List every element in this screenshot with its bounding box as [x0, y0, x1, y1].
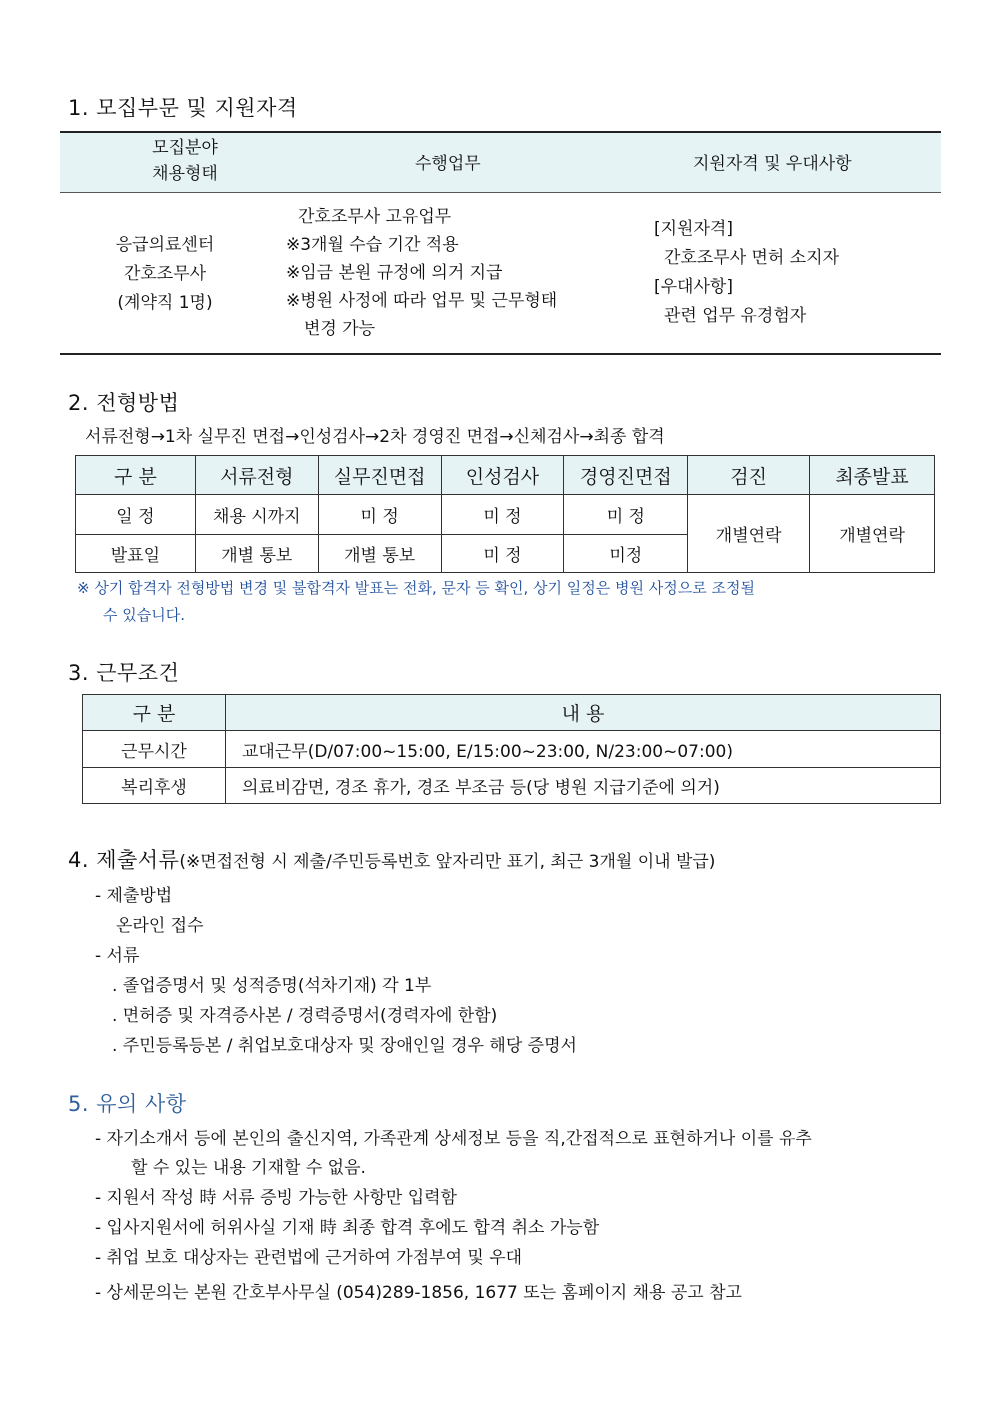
- recruitment-table: [60, 131, 941, 356]
- conditions-row-benefits: [83, 768, 941, 804]
- th-checkup: 검진: [688, 456, 810, 495]
- table-cell: 미 정: [318, 495, 441, 535]
- duty-line: 간호조무사 고유업무: [298, 207, 452, 227]
- th-document: 서류전형: [195, 456, 318, 495]
- header-field-line2: 채용형태: [152, 164, 218, 184]
- submit-method-label: - 제출방법: [95, 886, 173, 906]
- conditions-row-hours: [83, 731, 941, 768]
- submit-method-value: 온라인 접수: [116, 916, 204, 936]
- row-value: 교대근무(D/07:00~15:00, E/15:00~23:00, N/23:00~07:00): [226, 731, 941, 768]
- table-bottom-rule: [60, 353, 941, 355]
- section3-heading: 3. 근무조건: [68, 661, 180, 685]
- table-cell: 미 정: [441, 535, 564, 573]
- cell-qualifications: [654, 215, 839, 331]
- duty-line: ※3개월 수습 기간 적용: [286, 235, 459, 255]
- duty-line: ※병원 사정에 따라 업무 및 근무형태: [286, 291, 558, 311]
- notice-item: - 상세문의는 본원 간호부사무실 (054)289-1856, 1677 또는 홈페이지 채용 공고 참고: [95, 1283, 742, 1303]
- row-value: 의료비감면, 경조 휴가, 경조 부조금 등(당 병원 지급기준에 의거): [226, 768, 941, 804]
- selection-flow: 서류전형→1차 실무진 면접→인성검사→2차 경영진 면접→신체검사→최종 합격: [85, 427, 665, 447]
- notice-item: - 취업 보호 대상자는 관련법에 근거하여 가점부여 및 우대: [95, 1248, 523, 1268]
- th-personality: 인성검사: [441, 456, 564, 495]
- merged-checkup: 개별연락: [688, 495, 810, 573]
- selection-row-schedule: [76, 495, 935, 535]
- docs-label: - 서류: [95, 946, 140, 966]
- qual-line: [우대사항]: [654, 277, 733, 297]
- doc-item: . 면허증 및 자격증사본 / 경력증명서(경력자에 한함): [112, 1006, 498, 1026]
- table-cell: 채용 시까지: [195, 495, 318, 535]
- row-label: 발표일: [76, 535, 196, 573]
- duty-line: ※임금 본원 규정에 의거 지급: [286, 263, 503, 283]
- row-label: 일 정: [76, 495, 196, 535]
- cell-duties: [286, 203, 557, 343]
- table-cell: 미정: [564, 535, 688, 573]
- cell-field: [100, 231, 230, 318]
- cell-field-line: 응급의료센터: [115, 235, 215, 255]
- table-cell: 개별 통보: [318, 535, 441, 573]
- header-qualifications: 지원자격 및 우대사항: [693, 154, 852, 174]
- doc-item: . 주민등록등본 / 취업보호대상자 및 장애인일 경우 해당 증명서: [112, 1036, 577, 1056]
- section4-heading: 4. 제출서류: [68, 848, 180, 872]
- th-staff-interview: 실무진면접: [318, 456, 441, 495]
- table-cell: 미 정: [564, 495, 688, 535]
- table-cell: 개별 통보: [195, 535, 318, 573]
- th-exec-interview: 경영진면접: [564, 456, 688, 495]
- selection-header-row: [76, 456, 935, 495]
- header-field: [100, 135, 270, 187]
- qual-line: 간호조무사 면허 소지자: [664, 248, 840, 268]
- qual-line: [지원자격]: [654, 219, 733, 239]
- conditions-table: [82, 694, 941, 804]
- cell-field-line: 간호조무사: [123, 264, 207, 284]
- table-cell: 미 정: [441, 495, 564, 535]
- selection-table: [75, 455, 935, 573]
- th-content: 내 용: [226, 695, 941, 731]
- selection-note-line2: 수 있습니다.: [103, 606, 185, 624]
- notice-item: - 지원서 작성 時 서류 증빙 가능한 사항만 입력함: [95, 1188, 457, 1208]
- merged-final: 개별연락: [810, 495, 935, 573]
- header-field-line1: 모집분야: [152, 138, 218, 158]
- section4-heading-note: (※면접전형 시 제출/주민등록번호 앞자리만 표기, 최근 3개월 이내 발급): [179, 852, 716, 872]
- section1-heading: 1. 모집부문 및 지원자격: [68, 96, 298, 120]
- section2-heading: 2. 전형방법: [68, 391, 180, 415]
- notice-item-continued: 할 수 있는 내용 기재할 수 없음.: [131, 1158, 366, 1178]
- section4-heading-line: [68, 844, 715, 874]
- row-label: 복리후생: [83, 768, 226, 804]
- row-label: 근무시간: [83, 731, 226, 768]
- doc-item: . 졸업증명서 및 성적증명(석차기재) 각 1부: [112, 976, 432, 996]
- conditions-header-row: [83, 695, 941, 731]
- notice-item: - 입사지원서에 허위사실 기재 時 최종 합격 후에도 합격 취소 가능함: [95, 1218, 600, 1238]
- cell-field-line: (계약직 1명): [117, 293, 213, 313]
- qual-line: 관련 업무 유경험자: [664, 306, 807, 326]
- selection-note-line1: ※ 상기 합격자 전형방법 변경 및 불합격자 발표는 전화, 문자 등 확인, 상기 일정은 병원 사정으로 조정될: [77, 579, 755, 597]
- th-category: 구 분: [83, 695, 226, 731]
- header-duties: 수행업무: [415, 154, 481, 174]
- notice-item: - 자기소개서 등에 본인의 출신지역, 가족관계 상세정보 등을 직,간접적으로 표현하거나 이를 유추: [95, 1129, 812, 1149]
- th-final: 최종발표: [810, 456, 935, 495]
- th-category: 구 분: [76, 456, 196, 495]
- section5-heading: 5. 유의 사항: [68, 1092, 187, 1116]
- duty-line: 변경 가능: [304, 319, 376, 339]
